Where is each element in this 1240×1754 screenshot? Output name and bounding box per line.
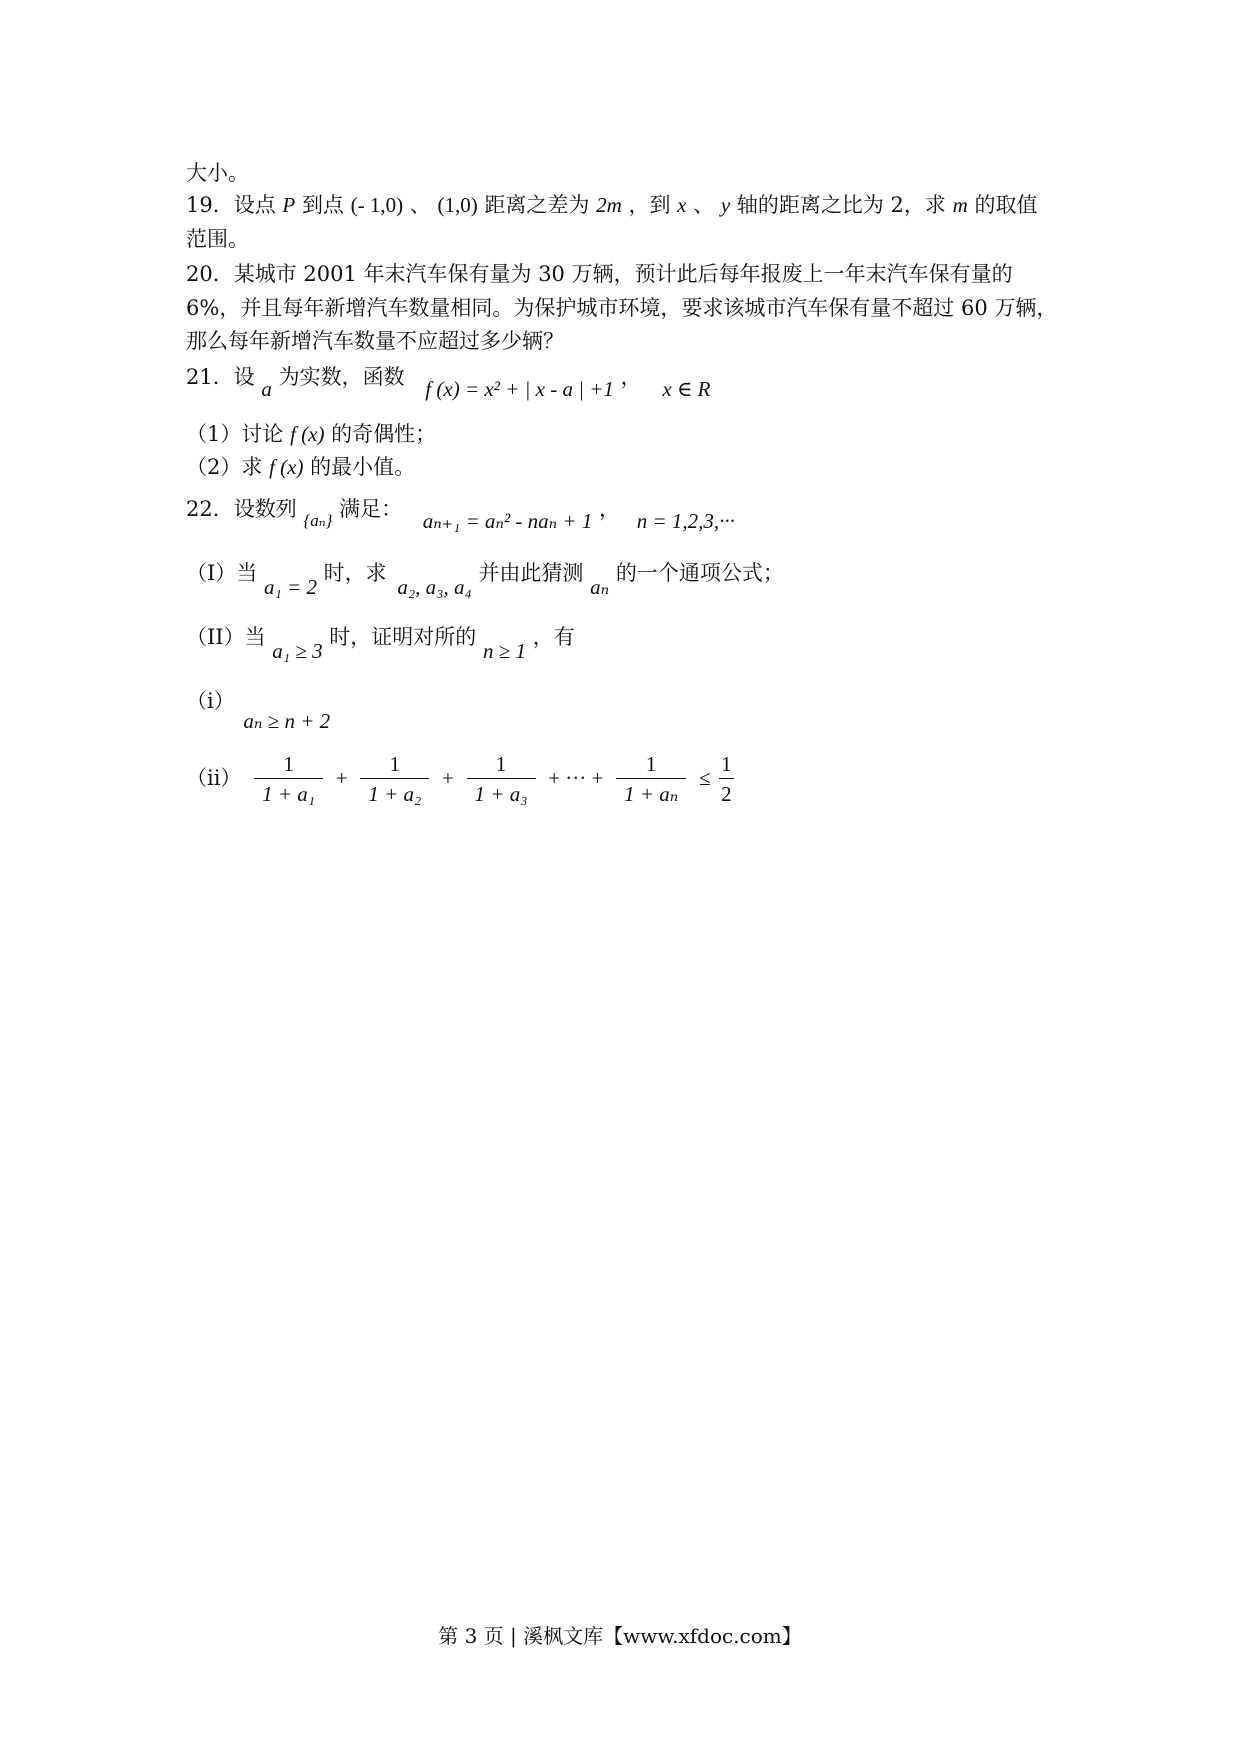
math-a: a xyxy=(261,377,272,401)
fraction-half: $\frac{1}{2}$ xyxy=(721,752,732,806)
question-19: 19．设点 P 到点 (- 1,0) 、 (1,0) 距离之差为 2m ，到 x 、 y 轴的距离之比为 2，求 m 的取值 xyxy=(186,193,1038,217)
text-line: 范围。 xyxy=(186,227,249,251)
question-20-line-1: 20．某城市 2001 年末汽车保有量为 30 万辆，预计此后每年报废上一年末汽车保有量的 xyxy=(186,262,1013,286)
math-n-values: n = 1,2,3,··· xyxy=(636,509,735,533)
math-point-2: (1,0) xyxy=(437,193,478,217)
math-fx: f (x) xyxy=(269,455,304,479)
math-an: aₙ xyxy=(590,575,610,599)
math-fx: f (x) xyxy=(290,422,325,446)
math-n-ge-1: n ≥ 1 xyxy=(482,639,527,663)
question-22-part-II: （II）当 a₁ ≥ 3 时，证明对所的 n ≥ 1 ，有 xyxy=(186,625,575,663)
question-20-line-3: 那么每年新增汽车数量不应超过多少辆？ xyxy=(186,329,564,353)
math-y: y xyxy=(720,193,731,217)
math-x-in-R: x ∈ R xyxy=(662,377,711,401)
math-inequality-i: aₙ ≥ n + 2 xyxy=(243,709,331,733)
math-x: x xyxy=(677,193,687,217)
math-a1-eq-2: a₁ = 2 xyxy=(263,575,317,599)
fraction-3: $\frac{1}{\text{1 + a₃}}$ xyxy=(467,750,536,809)
math-recurrence: aₙ₊₁ = aₙ² - naₙ + 1 xyxy=(422,509,593,533)
math-2m: 2m xyxy=(596,193,622,217)
math-sequence: {aₙ} xyxy=(303,511,333,530)
question-20-line-2: 6%，并且每年新增汽车数量相同。为保护城市环境，要求该城市汽车保有量不超过 60 万辆， xyxy=(186,296,1058,320)
question-22: 22．设数列 $_{\{a_n\}}$ 满足： aₙ₊₁ = aₙ² - naₙ + 1 ， n = 1,2,3,··· xyxy=(186,497,735,533)
question-21: 21．设 a 为实数，函数 f (x) = x² + | x - a | +1 ， x ∈ R xyxy=(186,365,711,401)
fraction-1: $\frac{1}{\text{1 + a₁}}$ xyxy=(254,750,323,809)
question-22-part-i: （i） aₙ ≥ n + 2 xyxy=(186,689,331,733)
fraction-n: $\frac{1}{\text{1 + aₙ}}$ xyxy=(616,750,686,809)
question-22-part-I: （I）当 a₁ = 2 时，求 a₂, a₃, a₄ 并由此猜测 aₙ 的一个通项公式； xyxy=(186,561,784,599)
question-21-part-1: （1）讨论 f (x) 的奇偶性； xyxy=(186,422,437,446)
fraction-2: $\frac{1}{\text{1 + a₂}}$ xyxy=(360,750,429,809)
math-P: P xyxy=(282,193,296,217)
math-a1-ge-3: a₁ ≥ 3 xyxy=(272,639,323,663)
math-point-1: (- 1,0) xyxy=(350,193,404,217)
page-footer: 第 3 页 | 溪枫文库【www.xfdoc.com】 xyxy=(438,1624,802,1648)
question-21-part-2: （2）求 f (x) 的最小值。 xyxy=(186,455,416,479)
math-m: m xyxy=(952,193,968,217)
math-function-def: f (x) = x² + | x - a | +1 xyxy=(425,377,614,401)
question-22-part-ii: （ii） $\frac{1}{\text{1 + a₁}}$ + $\frac{1}{\text{1 + a₂}}$ + $\frac{1}{\text{1 + a₃}}$ + ··· + $\frac{1}{\text{1 + aₙ}}$ ≤ $\frac{1}{2}$ xyxy=(186,748,740,809)
math-a2-a3-a4: a₂, a₃, a₄ xyxy=(397,575,472,599)
text-line: 大小。 xyxy=(186,161,249,185)
